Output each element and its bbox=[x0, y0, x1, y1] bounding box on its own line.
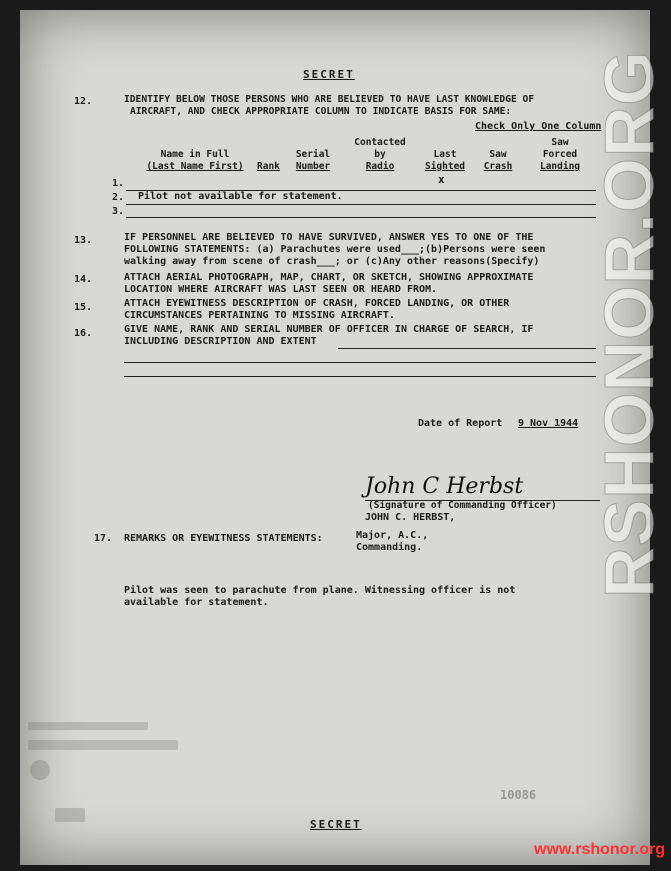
item-13-number: 13. bbox=[73, 235, 92, 246]
col-name-header bbox=[135, 149, 255, 173]
item-14-line2: LOCATION WHERE AIRCRAFT WAS LAST SEEN OR HEARD FROM. bbox=[124, 284, 438, 295]
date-of-report-value: 9 Nov 1944 bbox=[518, 418, 579, 429]
signatory-rank: Major, A.C., bbox=[356, 530, 429, 541]
signatory-name: JOHN C. HERBST, bbox=[365, 512, 456, 523]
col-forced-line1: Saw bbox=[551, 137, 569, 148]
smudge bbox=[28, 722, 148, 730]
signature-label: (Signature of Commanding Officer) bbox=[368, 500, 557, 511]
col-saw-crash-line2: Crash bbox=[483, 161, 513, 172]
item-16-line1: GIVE NAME, RANK AND SERIAL NUMBER OF OFFICER IN CHARGE OF SEARCH, IF bbox=[124, 324, 534, 335]
footer-classification: SECRET bbox=[310, 818, 362, 831]
faint-stamp-number: 10086 bbox=[500, 788, 537, 802]
item-12-text-line2: AIRCRAFT, AND CHECK APPROPRIATE COLUMN TO INDICATE BASIS FOR SAME: bbox=[130, 106, 512, 117]
remark-line2: available for statement. bbox=[124, 597, 269, 608]
col-contacted-header bbox=[345, 137, 415, 173]
item-14-number: 14. bbox=[73, 274, 92, 285]
item-17-number: 17. bbox=[93, 533, 112, 544]
item-15-line1: ATTACH EYEWITNESS DESCRIPTION OF CRASH, FORCED LANDING, OR OTHER bbox=[124, 298, 510, 309]
row-2-number: 2. bbox=[112, 192, 125, 203]
check-note: Check Only One Column bbox=[475, 121, 602, 132]
col-saw-crash-header bbox=[476, 149, 520, 173]
item-13-line2: FOLLOWING STATEMENTS: (a) Parachutes were used___;(b)Persons were seen bbox=[124, 244, 546, 255]
item-16-line2: INCLUDING DESCRIPTION AND EXTENT bbox=[124, 336, 317, 347]
document-page bbox=[20, 10, 650, 865]
watermark-url: www.rshonor.org bbox=[534, 841, 665, 858]
smudge bbox=[55, 808, 85, 822]
col-last-line2: Sighted bbox=[424, 161, 466, 172]
smudge bbox=[30, 760, 50, 780]
item-16-answer-rule-2 bbox=[124, 362, 596, 363]
row-2-rule bbox=[126, 204, 596, 205]
item-12-number: 12. bbox=[73, 96, 92, 107]
col-contacted-line2: by bbox=[374, 149, 386, 160]
col-contacted-line1: Contacted bbox=[354, 137, 406, 148]
item-15-number: 15. bbox=[73, 302, 92, 313]
item-16-answer-rule-3 bbox=[124, 376, 596, 377]
col-forced-line2: Forced bbox=[542, 149, 578, 160]
smudge bbox=[28, 740, 178, 750]
col-forced-landing-header bbox=[530, 137, 590, 173]
col-serial-line2: Number bbox=[295, 161, 331, 172]
item-13-line1: IF PERSONNEL ARE BELIEVED TO HAVE SURVIVED, ANSWER YES TO ONE OF THE bbox=[124, 232, 534, 243]
row-1-mark: x bbox=[438, 173, 445, 186]
col-last-line1: Last bbox=[433, 149, 457, 160]
item-16-answer-rule-1 bbox=[338, 348, 596, 349]
col-last-sighted-header bbox=[415, 149, 475, 173]
col-contacted-line3: Radio bbox=[365, 161, 395, 172]
remark-line1: Pilot was seen to parachute from plane. Witnessing officer is not bbox=[124, 585, 516, 596]
row-3-rule bbox=[126, 217, 596, 218]
signatory-title: Commanding. bbox=[356, 542, 423, 553]
row-3-number: 3. bbox=[112, 206, 125, 217]
item-13-line3: walking away from scene of crash___; or (c)Any other reasons(Specify) bbox=[124, 256, 540, 267]
row-2-name: Pilot not available for statement. bbox=[138, 191, 343, 202]
row-1-number: 1. bbox=[112, 178, 125, 189]
item-16-number: 16. bbox=[73, 328, 92, 339]
col-rank-header: Rank bbox=[257, 161, 280, 172]
item-14-line1: ATTACH AERIAL PHOTOGRAPH, MAP, CHART, OR SKETCH, SHOWING APPROXIMATE bbox=[124, 272, 534, 283]
col-forced-line3: Landing bbox=[539, 161, 581, 172]
watermark-vertical-text: RSHONOR.ORG bbox=[590, 50, 668, 598]
header-classification: SECRET bbox=[303, 68, 355, 81]
col-name-line1: Name in Full bbox=[160, 149, 230, 160]
date-of-report-label: Date of Report bbox=[418, 418, 503, 429]
col-saw-crash-line1: Saw bbox=[489, 149, 507, 160]
col-serial-header bbox=[288, 149, 338, 173]
col-serial-line1: Serial bbox=[295, 149, 331, 160]
item-12-text-line1: IDENTIFY BELOW THOSE PERSONS WHO ARE BELIEVED TO HAVE LAST KNOWLEDGE OF bbox=[124, 94, 535, 105]
item-15-line2: CIRCUMSTANCES PERTAINING TO MISSING AIRCRAFT. bbox=[124, 310, 395, 321]
handwritten-signature: John C Herbst bbox=[365, 474, 524, 499]
item-17-label: REMARKS OR EYEWITNESS STATEMENTS: bbox=[124, 533, 323, 544]
col-name-line2: (Last Name First) bbox=[146, 161, 244, 172]
